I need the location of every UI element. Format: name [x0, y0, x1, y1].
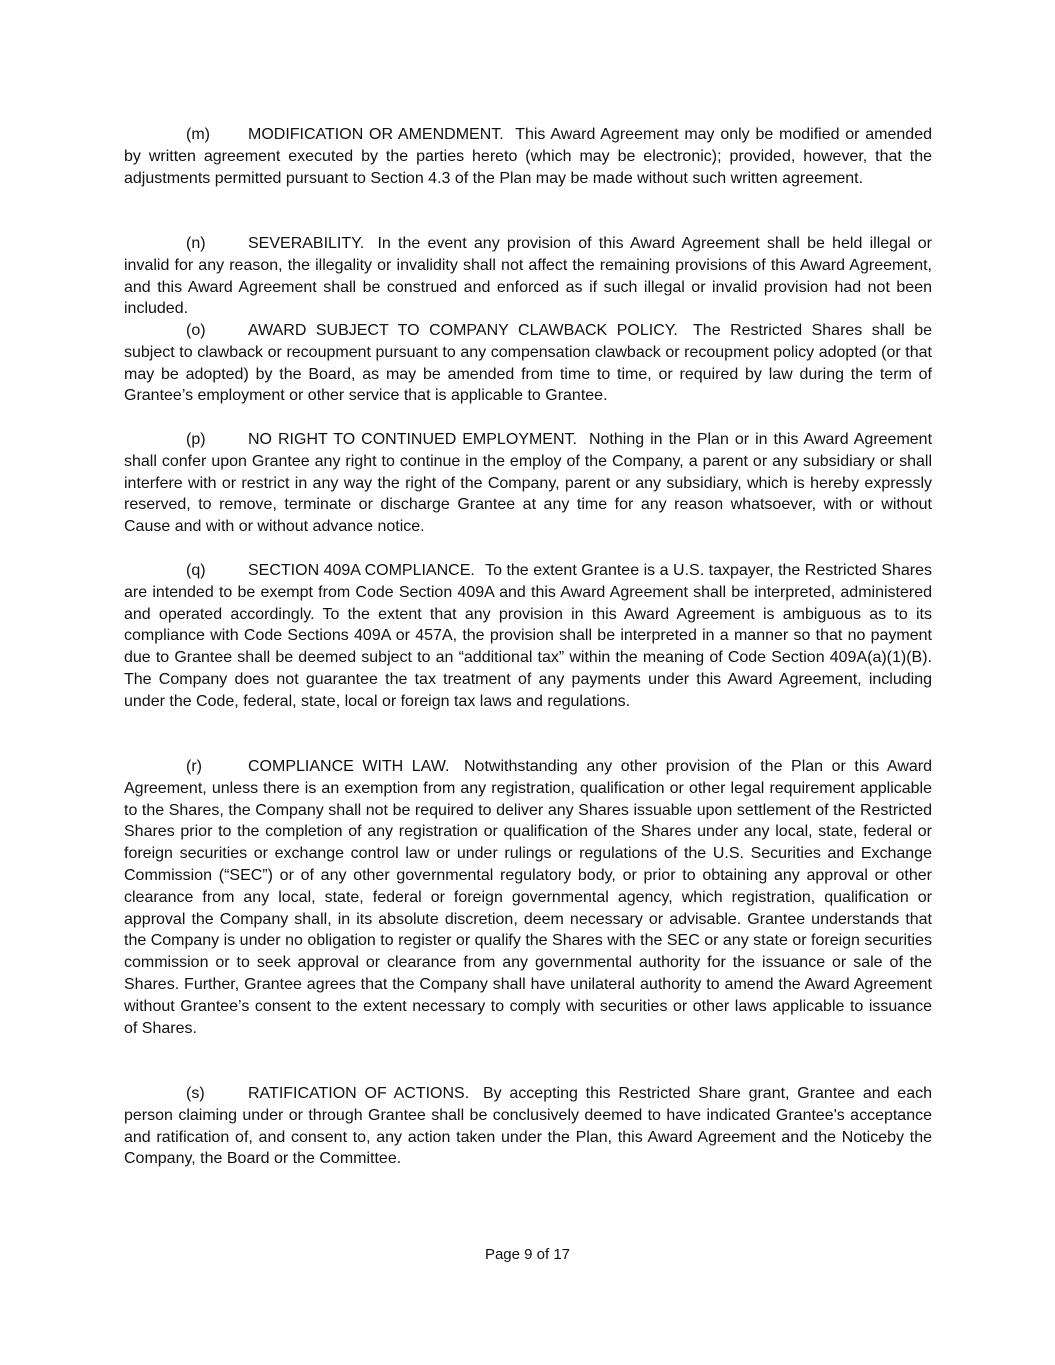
section-body: In the event any provision of this Award Agreement shall be held illegal or invalid for any reason, the illegality or invalidity shall not affect the remaining provisions of this Award Agreement, and this Award Agreement shall be construed and enforced as if such illegal or invalid provision had not been included. — [124, 235, 932, 318]
section-body: Notwithstanding any other provision of the Plan or this Award Agreement, unless there is an exemption from any registration, qualification or other legal requirement applicable to the Shares, the Company shall not be required to deliver any Shares issuable upon settlement of the Restricted Shares prior to the completion of any registration or qualification of the Shares under any local, state, federal or foreign securities or exchange control law or under rulings or regulations of the U.S. Securities and Exchange Commission (“SEC”) or of any other governmental regulatory body, or prior to obtaining any approval or other clearance from any local, state, federal or foreign governmental agency, which registration, qualification or approval the Company shall, in its absolute discretion, deem necessary or advisable. Grantee understands that the Company is under no obligation to register or qualify the Shares with the SEC or any state or foreign securities commission or to seek approval or clearance from any governmental authority for the issuance or sale of the Shares. Further, Grantee agrees that the Company shall have unilateral authority to amend the Award Agreement without Grantee’s consent to the extent necessary to comply with securities or other laws applicable to issuance of Shares. — [124, 758, 933, 1037]
section-label: (q) — [186, 562, 206, 579]
section-q — [124, 560, 932, 713]
section-body: This Award Agreement may only be modified or amended by written agreement executed by the parties hereto (which may be electronic); provided, however, that the adjustments permitted pursuant to Section 4.3 of the Plan may be made without such written agreement. — [124, 126, 932, 187]
section-label: (r) — [186, 758, 202, 775]
section-heading: NO RIGHT TO CONTINUED EMPLOYMENT. — [248, 431, 577, 448]
section-m — [124, 124, 932, 189]
section-body: By accepting this Restricted Share grant, Grantee and each person claiming under or through Grantee shall be conclusively deemed to have indicated Grantee's acceptance and ratification of, and consent to, any action taken under the Plan, this Award Agreement and the Noticeby the Company, the Board or the Committee. — [124, 1085, 932, 1168]
section-heading: AWARD SUBJECT TO COMPANY CLAWBACK POLICY. — [248, 322, 678, 339]
section-heading: SEVERABILITY. — [248, 235, 365, 252]
section-heading: COMPLIANCE WITH LAW. — [248, 758, 450, 775]
section-body: To the extent Grantee is a U.S. taxpayer, the Restricted Shares are intended to be exempt from Code Section 409A and this Award Agreement shall be interpreted, administered and operated accordingly. To the extent that any provision in this Award Agreement is ambiguous as to its compliance with Code Sections 409A or 457A, the provision shall be interpreted in a manner so that no payment due to Grantee shall be deemed subject to an “additional tax” within the meaning of Code Section 409A(a)(1)(B). The Company does not guarantee the tax treatment of any payments under this Award Agreement, including under the Code, federal, state, local or foreign tax laws and regulations. — [124, 562, 933, 710]
section-body: The Restricted Shares shall be subject to clawback or recoupment pursuant to any compensation clawback or recoupment policy adopted (or that may be adopted) by the Board, as may be amended from time to time, or required by law during the term of Grantee’s employment or other service that is applicable to Grantee. — [124, 322, 932, 405]
section-o — [124, 320, 932, 407]
section-heading: MODIFICATION OR AMENDMENT. — [248, 126, 504, 143]
section-label: (s) — [186, 1085, 205, 1102]
section-label: (n) — [186, 235, 206, 252]
section-heading: SECTION 409A COMPLIANCE. — [248, 562, 475, 579]
section-label: (m) — [186, 126, 210, 143]
section-p — [124, 429, 932, 538]
section-heading: RATIFICATION OF ACTIONS. — [248, 1085, 470, 1102]
section-n — [124, 233, 932, 320]
page-number: Page 9 of 17 — [484, 1246, 571, 1263]
section-label: (o) — [186, 322, 206, 339]
section-s — [124, 1083, 932, 1170]
section-label: (p) — [186, 431, 206, 448]
section-r — [124, 756, 932, 1039]
section-body: Nothing in the Plan or in this Award Agreement shall confer upon Grantee any right to continue in the employ of the Company, a parent or any subsidiary or shall interfere with or restrict in any way the right of the Company, parent or any subsidiary, which is hereby expressly reserved, to remove, terminate or discharge Grantee at any time for any reason whatsoever, with or without Cause and with or without advance notice. — [124, 431, 933, 536]
